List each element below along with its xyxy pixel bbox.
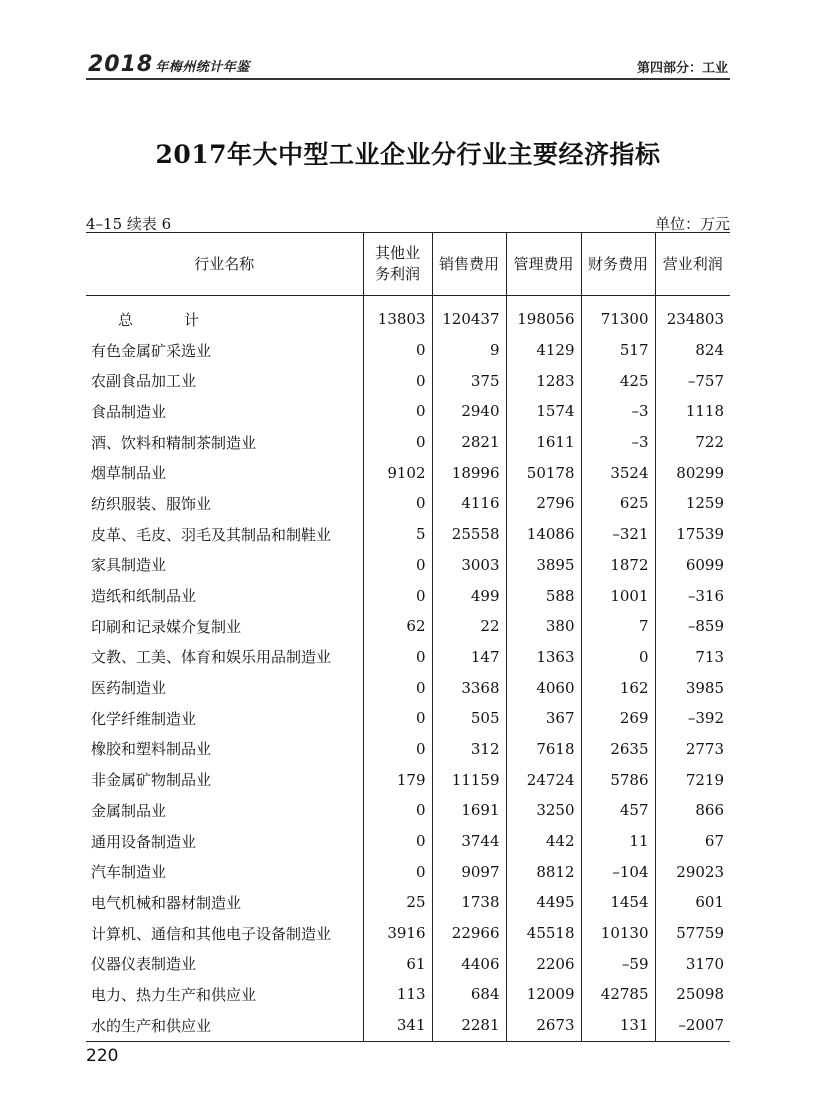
value-cell: 457 bbox=[581, 795, 655, 826]
value-cell: 11 bbox=[581, 826, 655, 857]
value-cell: 25 bbox=[363, 887, 432, 918]
value-cell: 50178 bbox=[506, 457, 581, 488]
value-cell: 22 bbox=[432, 611, 506, 642]
book-name: 年梅州统计年鉴 bbox=[155, 60, 250, 75]
value-cell: 2821 bbox=[432, 427, 506, 458]
value-cell: 0 bbox=[363, 580, 432, 611]
value-cell: 375 bbox=[432, 365, 506, 396]
industry-name-cell: 总 计 bbox=[118, 310, 218, 329]
value-cell: 3916 bbox=[363, 918, 432, 949]
value-cell: 4060 bbox=[506, 672, 581, 703]
value-cell: 601 bbox=[655, 887, 730, 918]
table-row bbox=[86, 642, 730, 673]
table-row bbox=[86, 580, 730, 611]
value-cell: 120437 bbox=[432, 296, 506, 335]
value-cell: 517 bbox=[581, 335, 655, 366]
value-cell: 4495 bbox=[506, 887, 581, 918]
value-cell: 0 bbox=[363, 488, 432, 519]
value-cell: 824 bbox=[655, 335, 730, 366]
value-cell: –757 bbox=[655, 365, 730, 396]
value-cell: 0 bbox=[363, 550, 432, 581]
value-cell: 2940 bbox=[432, 396, 506, 427]
value-cell: –2007 bbox=[655, 1010, 730, 1041]
value-cell: 0 bbox=[363, 396, 432, 427]
table-row bbox=[86, 764, 730, 795]
value-cell: 22966 bbox=[432, 918, 506, 949]
page-number: 220 bbox=[86, 1046, 119, 1066]
value-cell: 71300 bbox=[581, 296, 655, 335]
value-cell: 62 bbox=[363, 611, 432, 642]
page-title: 2017年大中型工业企业分行业主要经济指标 bbox=[155, 140, 661, 169]
industry-name-cell: 汽车制造业 bbox=[91, 863, 167, 882]
value-cell: 713 bbox=[655, 642, 730, 673]
value-cell: 18996 bbox=[432, 457, 506, 488]
value-cell: 442 bbox=[506, 826, 581, 857]
table-row bbox=[86, 918, 730, 949]
value-cell: –3 bbox=[581, 396, 655, 427]
industry-name-cell: 橡胶和塑料制品业 bbox=[91, 740, 212, 759]
value-cell: 2206 bbox=[506, 948, 581, 979]
industry-name-cell: 农副食品加工业 bbox=[91, 372, 197, 391]
value-cell: 0 bbox=[363, 703, 432, 734]
table-row bbox=[86, 887, 730, 918]
value-cell: 3170 bbox=[655, 948, 730, 979]
value-cell: 25558 bbox=[432, 519, 506, 550]
value-cell: 1611 bbox=[506, 427, 581, 458]
value-cell: 380 bbox=[506, 611, 581, 642]
table-row bbox=[86, 611, 730, 642]
value-cell: –59 bbox=[581, 948, 655, 979]
industry-name-cell: 家具制造业 bbox=[91, 556, 167, 575]
value-cell: 3744 bbox=[432, 826, 506, 857]
industry-name-cell: 电力、热力生产和供应业 bbox=[91, 985, 257, 1004]
table-row bbox=[86, 856, 730, 887]
table-body bbox=[86, 296, 730, 1042]
value-cell: 45518 bbox=[506, 918, 581, 949]
value-cell: 113 bbox=[363, 979, 432, 1010]
value-cell: 179 bbox=[363, 764, 432, 795]
section-name: 第四部分：工业 bbox=[636, 61, 728, 76]
total-row bbox=[86, 296, 730, 335]
value-cell: 67 bbox=[655, 826, 730, 857]
value-cell: 367 bbox=[506, 703, 581, 734]
table-row bbox=[86, 672, 730, 703]
value-cell: 269 bbox=[581, 703, 655, 734]
table-row bbox=[86, 734, 730, 765]
industry-name-cell: 通用设备制造业 bbox=[91, 832, 197, 851]
value-cell: 625 bbox=[581, 488, 655, 519]
book-title bbox=[88, 52, 250, 77]
value-cell: 3368 bbox=[432, 672, 506, 703]
value-cell: 341 bbox=[363, 1010, 432, 1041]
value-cell: 2635 bbox=[581, 734, 655, 765]
industry-name-cell: 食品制造业 bbox=[91, 402, 167, 421]
column-header-operating-profit: 营业利润 bbox=[655, 233, 730, 296]
value-cell: 684 bbox=[432, 979, 506, 1010]
column-header-other-profit: 其他业 务利润 bbox=[363, 233, 432, 296]
value-cell: 3895 bbox=[506, 550, 581, 581]
value-cell: 24724 bbox=[506, 764, 581, 795]
value-cell: 1259 bbox=[655, 488, 730, 519]
industry-name-cell: 酒、饮料和精制茶制造业 bbox=[91, 433, 257, 452]
value-cell: 6099 bbox=[655, 550, 730, 581]
value-cell: 0 bbox=[581, 642, 655, 673]
value-cell: 2773 bbox=[655, 734, 730, 765]
value-cell: 42785 bbox=[581, 979, 655, 1010]
value-cell: 1118 bbox=[655, 396, 730, 427]
value-cell: 1872 bbox=[581, 550, 655, 581]
value-cell: 3003 bbox=[432, 550, 506, 581]
value-cell: 1001 bbox=[581, 580, 655, 611]
value-cell: 588 bbox=[506, 580, 581, 611]
value-cell: 0 bbox=[363, 856, 432, 887]
value-cell: 0 bbox=[363, 335, 432, 366]
industry-name-cell: 印刷和记录媒介复制业 bbox=[91, 617, 242, 636]
value-cell: 4129 bbox=[506, 335, 581, 366]
value-cell: 61 bbox=[363, 948, 432, 979]
value-cell: 11159 bbox=[432, 764, 506, 795]
industry-name-cell: 计算机、通信和其他电子设备制造业 bbox=[91, 924, 332, 943]
value-cell: 29023 bbox=[655, 856, 730, 887]
value-cell: 505 bbox=[432, 703, 506, 734]
industry-name-cell: 仪器仪表制造业 bbox=[91, 955, 197, 974]
value-cell: 80299 bbox=[655, 457, 730, 488]
industry-name-cell: 有色金属矿采选业 bbox=[91, 341, 212, 360]
table-row bbox=[86, 335, 730, 366]
value-cell: 12009 bbox=[506, 979, 581, 1010]
value-cell: 0 bbox=[363, 734, 432, 765]
unit-label: 单位：万元 bbox=[654, 215, 730, 233]
industry-name-cell: 造纸和纸制品业 bbox=[91, 587, 197, 606]
value-cell: 425 bbox=[581, 365, 655, 396]
value-cell: 9102 bbox=[363, 457, 432, 488]
column-header-admin-expense: 管理费用 bbox=[506, 233, 581, 296]
value-cell: 4116 bbox=[432, 488, 506, 519]
value-cell: 7219 bbox=[655, 764, 730, 795]
value-cell: 13803 bbox=[363, 296, 432, 335]
value-cell: –316 bbox=[655, 580, 730, 611]
column-header-industry: 行业名称 bbox=[86, 233, 363, 296]
value-cell: 25098 bbox=[655, 979, 730, 1010]
value-cell: 722 bbox=[655, 427, 730, 458]
value-cell: 499 bbox=[432, 580, 506, 611]
value-cell: 1454 bbox=[581, 887, 655, 918]
value-cell: 312 bbox=[432, 734, 506, 765]
value-cell: –321 bbox=[581, 519, 655, 550]
value-cell: –104 bbox=[581, 856, 655, 887]
value-cell: 57759 bbox=[655, 918, 730, 949]
table-row bbox=[86, 519, 730, 550]
industry-name-cell: 电气机械和器材制造业 bbox=[91, 893, 242, 912]
value-cell: 0 bbox=[363, 642, 432, 673]
value-cell: 0 bbox=[363, 795, 432, 826]
value-cell: –859 bbox=[655, 611, 730, 642]
value-cell: 866 bbox=[655, 795, 730, 826]
table-row bbox=[86, 365, 730, 396]
value-cell: 1574 bbox=[506, 396, 581, 427]
value-cell: 198056 bbox=[506, 296, 581, 335]
industry-name-cell: 皮革、毛皮、羽毛及其制品和制鞋业 bbox=[91, 525, 332, 544]
value-cell: 1283 bbox=[506, 365, 581, 396]
table-row bbox=[86, 948, 730, 979]
table-row bbox=[86, 457, 730, 488]
industry-name-cell: 化学纤维制造业 bbox=[91, 709, 197, 728]
table-row bbox=[86, 826, 730, 857]
header-rule bbox=[86, 78, 730, 80]
column-header-finance-expense: 财务费用 bbox=[581, 233, 655, 296]
value-cell: 0 bbox=[363, 365, 432, 396]
industry-name-cell: 纺织服装、服饰业 bbox=[91, 494, 212, 513]
industry-name-cell: 非金属矿物制品业 bbox=[91, 771, 212, 790]
value-cell: 10130 bbox=[581, 918, 655, 949]
value-cell: 7 bbox=[581, 611, 655, 642]
table-code: 4–15 续表 6 bbox=[86, 215, 172, 233]
table-row bbox=[86, 550, 730, 581]
book-year: 2018 bbox=[88, 52, 154, 77]
value-cell: 9097 bbox=[432, 856, 506, 887]
value-cell: 0 bbox=[363, 826, 432, 857]
value-cell: 7618 bbox=[506, 734, 581, 765]
value-cell: 131 bbox=[581, 1010, 655, 1041]
value-cell: 1363 bbox=[506, 642, 581, 673]
industry-name-cell: 水的生产和供应业 bbox=[86, 1010, 363, 1041]
value-cell: 14086 bbox=[506, 519, 581, 550]
running-header bbox=[86, 50, 730, 76]
table-row bbox=[86, 703, 730, 734]
industry-name-cell: 金属制品业 bbox=[91, 801, 167, 820]
value-cell: –392 bbox=[655, 703, 730, 734]
value-cell: 1738 bbox=[432, 887, 506, 918]
industry-name-cell: 烟草制品业 bbox=[91, 464, 167, 483]
industry-name-cell: 医药制造业 bbox=[91, 679, 167, 698]
table-row bbox=[86, 1010, 730, 1041]
value-cell: 3250 bbox=[506, 795, 581, 826]
value-cell: 2796 bbox=[506, 488, 581, 519]
table-header-row bbox=[86, 233, 730, 296]
value-cell: 9 bbox=[432, 335, 506, 366]
value-cell: 5 bbox=[363, 519, 432, 550]
table-row bbox=[86, 979, 730, 1010]
column-header-sales-expense: 销售费用 bbox=[432, 233, 506, 296]
value-cell: 2673 bbox=[506, 1010, 581, 1041]
value-cell: 3985 bbox=[655, 672, 730, 703]
table-row bbox=[86, 488, 730, 519]
value-cell: 2281 bbox=[432, 1010, 506, 1041]
value-cell: 234803 bbox=[655, 296, 730, 335]
value-cell: 162 bbox=[581, 672, 655, 703]
value-cell: 4406 bbox=[432, 948, 506, 979]
value-cell: 147 bbox=[432, 642, 506, 673]
value-cell: 17539 bbox=[655, 519, 730, 550]
table-row bbox=[86, 396, 730, 427]
value-cell: 0 bbox=[363, 672, 432, 703]
value-cell: 3524 bbox=[581, 457, 655, 488]
value-cell: 8812 bbox=[506, 856, 581, 887]
value-cell: 1691 bbox=[432, 795, 506, 826]
value-cell: –3 bbox=[581, 427, 655, 458]
table-row bbox=[86, 795, 730, 826]
table-row bbox=[86, 427, 730, 458]
value-cell: 0 bbox=[363, 427, 432, 458]
value-cell: 5786 bbox=[581, 764, 655, 795]
data-table bbox=[86, 232, 730, 1042]
industry-name-cell: 文教、工美、体育和娱乐用品制造业 bbox=[91, 648, 332, 667]
